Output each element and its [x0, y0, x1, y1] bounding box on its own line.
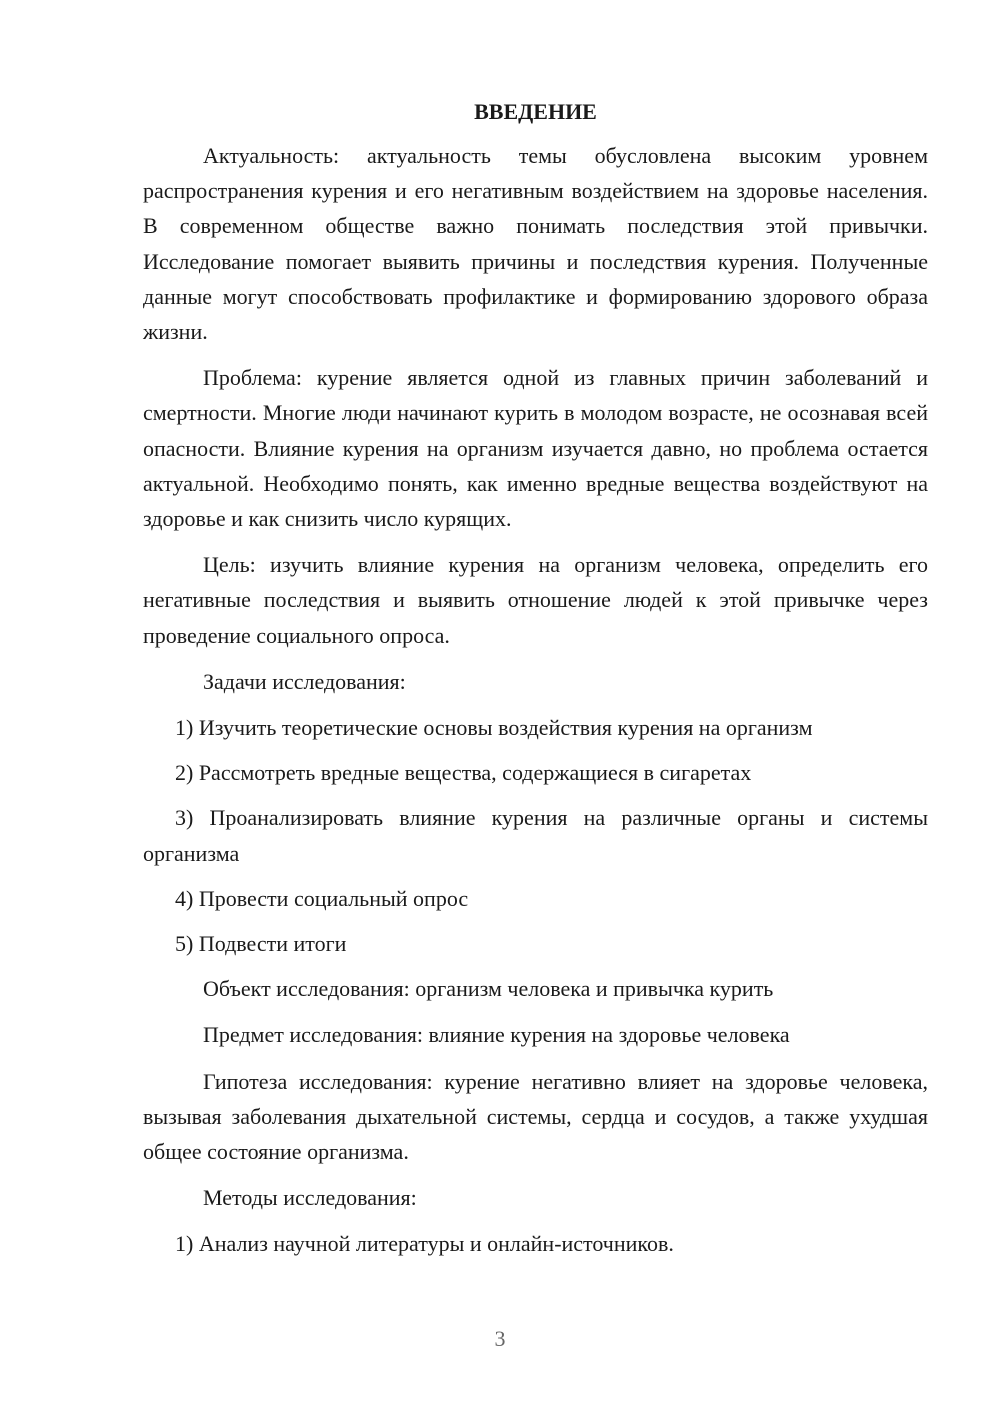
task-item-3: 3) Проанализировать влияние курения на различные органы и системы организма [143, 805, 928, 866]
document-page [143, 94, 928, 1272]
relevance-paragraph: Актуальность: актуальность темы обусловлена высоким уровнем распространения курения и его негативным воздействием на здоровье населения. В современном обществе важно понимать последствия этой привычки. Исследование помогает выявить причины и последствия курения. Полученные данные могут способствовать профилактике и формированию здорового образа жизни. [143, 143, 928, 345]
task-item-4: 4) Провести социальный опрос [175, 885, 469, 911]
page-number: 3 [494, 1326, 506, 1351]
method-item-1: 1) Анализ научной литературы и онлайн-источников. [175, 1231, 674, 1257]
tasks-heading: Задачи исследования: [203, 668, 406, 694]
task-item-1: 1) Изучить теоретические основы воздействия курения на организм [175, 715, 813, 741]
hypothesis-paragraph: Гипотеза исследования: курение негативно влияет на здоровье человека, вызывая заболевания дыхательной системы, сердца и сосудов, а также ухудшая общее состояние организма. [143, 1068, 928, 1165]
page-title: ВВЕДЕНИЕ [474, 99, 597, 124]
subject-paragraph: Предмет исследования: влияние курения на здоровье человека [203, 1022, 790, 1048]
goal-paragraph: Цель: изучить влияние курения на организм человека, определить его негативные последствия и выявить отношение людей к этой привычке через проведение социального опроса. [143, 552, 928, 648]
methods-heading: Методы исследования: [203, 1185, 417, 1211]
task-item-5: 5) Подвести итоги [175, 931, 347, 957]
object-paragraph: Объект исследования: организм человека и привычка курить [203, 976, 774, 1002]
task-item-2: 2) Рассмотреть вредные вещества, содержащиеся в сигаретах [175, 760, 752, 786]
problem-paragraph: Проблема: курение является одной из главных причин заболеваний и смертности. Многие люди начинают курить в молодом возрасте, не осознавая всей опасности. Влияние курения на организм изучается давно, но проблема остается актуальной. Необходимо понять, как именно вредные вещества воздействуют на здоровье и как снизить число курящих. [143, 365, 928, 532]
